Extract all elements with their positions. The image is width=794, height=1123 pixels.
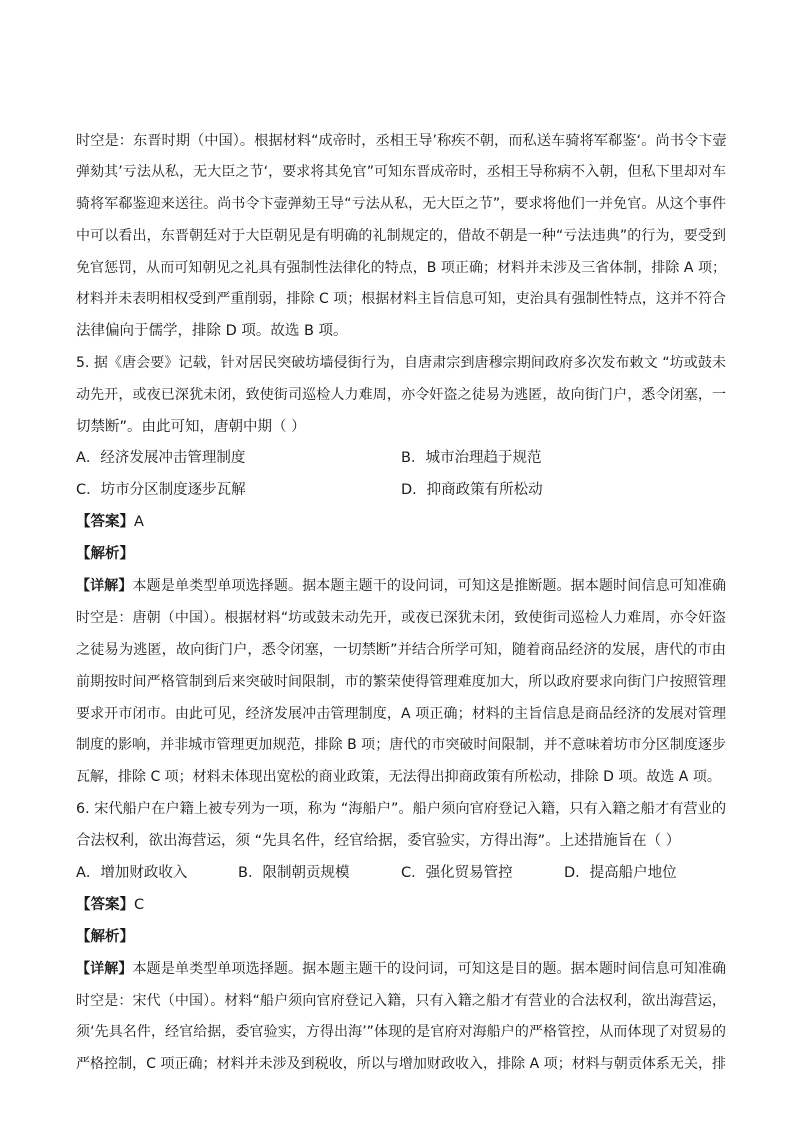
answer-value: C [134, 897, 145, 913]
q5-analysis-label [76, 544, 134, 564]
q6-option-b: B．限制朝贡规模 [238, 865, 350, 881]
answer-label: 【答案】 [76, 514, 134, 530]
answer-label: 【答案】 [76, 897, 134, 913]
q6-option-d: D．提高船户地位 [564, 865, 677, 881]
q6-detail-line [76, 959, 726, 979]
q4-analysis-line: 骑将军郗鉴迎来送往。尚书令卞壸弹劾王导“亏法从私，无大臣之节”，要求将他们一并免官。从这个事件 [76, 196, 726, 212]
q5-option-d: D．抑商政策有所松动 [401, 482, 543, 498]
q6-detail-line: 须‘先具名件，经官给据，委官验实，方得出海’”体现的是官府对海船户的严格管控，从而体现了对贸易的 [76, 1024, 726, 1040]
q5-detail-line: 前期按时间严格管制到后来突破时间限制，市的繁荣使得管理难度加大，所以政府要求向街门户按照管理 [76, 674, 726, 690]
q5-stem-line: 5. 据《唐会要》记载，针对居民突破坊墙侵街行为，自唐肃宗到唐穆宗期间政府多次发布敕文 “坊或鼓未 [76, 355, 726, 371]
q6-option-a: A．增加财政收入 [76, 865, 188, 881]
analysis-label: 【解析】 [76, 929, 134, 945]
q6-option-c: C．强化贸易管控 [401, 865, 513, 881]
q5-detail-line: 时空是：唐朝（中国）。根据材料“坊或鼓未动先开，或夜已深犹未闭，致使街司巡检人力难周，亦令奸盗 [76, 610, 726, 626]
detail-text: 本题是单类型单项选择题。据本题主题干的设问词，可知这是推断题。据本题时间信息可知准确 [132, 578, 727, 594]
answer-value: A [134, 514, 144, 530]
q6-stem-line: 6. 宋代船户在户籍上被专列为一项，称为 “海船户”。船户须向官府登记入籍，只有入籍之船才有营业的 [76, 801, 727, 817]
q6-analysis-label [76, 927, 134, 947]
q4-analysis-line: 弹劾其’亏法从私，无大臣之节‘，要求将其免官”可知东晋成帝时，丞相王导称病不入朝，但私下里却对车 [76, 164, 726, 180]
detail-label: 【详解】 [76, 578, 133, 594]
q5-detail-line: 制度的影响，并非城市管理更加规范，排除 B 项；唐代的市突破时间限制，并不意味着坊市分区制度逐步 [76, 737, 726, 753]
q4-analysis-line: 法律偏向于儒学，排除 D 项。故选 B 项。 [76, 323, 348, 339]
q4-analysis-line: 时空是：东晋时期（中国）。根据材料“成帝时，丞相王导’称疾不朝，而私送车骑将军郗鉴‘。尚书令卞壸 [76, 133, 727, 149]
detail-label: 【详解】 [76, 961, 133, 977]
q6-stem-line: 合法权利，欲出海营运，须 “先具名件，经官给据，委官验实，方得出海”。上述措施旨在（ ） [76, 833, 681, 849]
detail-text: 本题是单类型单项选择题。据本题主题干的设问词，可知这是目的题。据本题时间信息可知准确 [132, 961, 727, 977]
q4-analysis-line: 材料并未表明相权受到严重削弱，排除 C 项；根据材料主旨信息可知，吏治具有强制性特点，这并不符合 [76, 291, 726, 307]
q5-detail-line: 之徒易为逃匿，故向街门户，悉令闭塞，一切禁断”并结合所学可知，随着商品经济的发展，唐代的市由 [76, 642, 726, 658]
q5-option-b: B．城市治理趋于规范 [401, 450, 542, 466]
q4-analysis-line: 免官惩罚，从而可知朝见之礼具有强制性法律化的特点，B 项正确；材料并未涉及三省体制，排除 A 项； [76, 260, 726, 276]
analysis-label: 【解析】 [76, 546, 134, 562]
q5-detail-line: 要求开市闭市。由此可见，经济发展冲击管理制度，A 项正确；材料的主旨信息是商品经济的发展对管理 [76, 706, 726, 722]
q6-detail-line: 时空是：宋代（中国）。材料“船户须向官府登记入籍，只有入籍之船才有营业的合法权利，欲出海营运， [76, 993, 726, 1009]
q5-detail-line [76, 576, 726, 596]
q5-answer [76, 512, 144, 532]
q6-answer [76, 895, 144, 915]
q4-analysis-line: 中可以看出，东晋朝廷对于大臣朝见是有明确的礼制规定的，借故不朝是一种“亏法违典”的行为，要受到 [76, 228, 726, 244]
q5-option-c: C．坊市分区制度逐步瓦解 [76, 482, 246, 498]
q5-detail-line: 瓦解，排除 C 项；材料未体现出宽松的商业政策，无法得出抑商政策有所松动，排除 D 项。故选 A 项。 [76, 769, 721, 785]
q6-detail-line: 严格控制，C 项正确；材料并未涉及到税收，所以与增加财政收入，排除 A 项；材料与朝贡体系无关，排 [76, 1056, 726, 1072]
q5-stem-line: 切禁断”。由此可知，唐朝中期（ ） [76, 419, 306, 435]
q5-stem-line: 动先开，或夜已深犹未闭，致使街司巡检人力难周，亦令奸盗之徒易为逃匿，故向街门户，悉令闭塞，一 [76, 387, 726, 403]
q5-option-a: A．经济发展冲击管理制度 [76, 450, 246, 466]
